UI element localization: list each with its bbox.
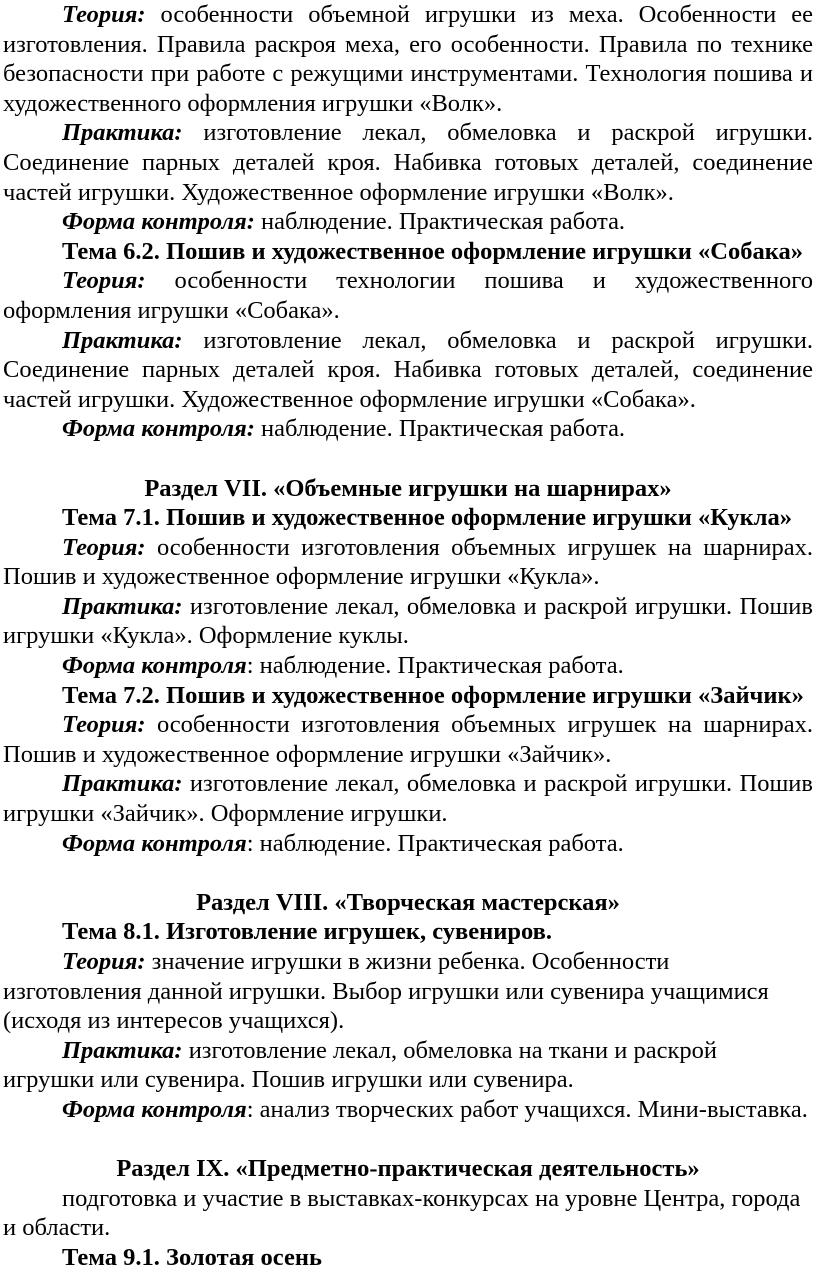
topic-heading: Тема 6.2. Пошив и художественное оформление игрушки «Собака» xyxy=(62,237,803,265)
paragraph-text: особенности изготовления объемных игрушек на шарнирах. Пошив и художественное оформление игрушки «Кукла». xyxy=(3,533,813,591)
paragraph-label: Форма контроля xyxy=(62,829,247,857)
paragraph-label: Теория: xyxy=(62,533,146,561)
paragraph-label: Практика: xyxy=(62,119,183,147)
paragraph-text: : наблюдение. Практическая работа. xyxy=(246,829,624,857)
topic-heading: Тема 9.1. Золотая осень xyxy=(62,1243,322,1271)
paragraph-label: Практика: xyxy=(62,770,183,798)
paragraph-text: изготовление лекал, обмеловка и раскрой игрушки. Пошив игрушки «Зайчик». Оформление игрушки. xyxy=(3,770,813,828)
paragraph-text: изготовление лекал, обмеловка и раскрой игрушки. Соединение парных деталей кроя. Набивка готовых деталей, соединение частей игрушки. Художественное оформление игрушки «Собака». xyxy=(3,326,813,413)
paragraph-label: Практика: xyxy=(62,326,183,354)
paragraph xyxy=(3,0,813,118)
paragraph xyxy=(3,118,813,207)
paragraph-label: Теория: xyxy=(62,1,146,28)
topic-heading: Тема 7.1. Пошив и художественное оформление игрушки «Кукла» xyxy=(62,504,793,532)
section-heading: Раздел VII. «Объемные игрушки на шарнирах» xyxy=(144,474,672,502)
paragraph-text: наблюдение. Практическая работа. xyxy=(254,415,626,443)
paragraph-label: Практика: xyxy=(62,1036,183,1064)
paragraph-label: Форма контроля xyxy=(62,652,247,680)
paragraph xyxy=(3,326,813,415)
paragraph xyxy=(3,651,813,681)
paragraph-text: изготовление лекал, обмеловка и раскрой игрушки. Соединение парных деталей кроя. Набивка готовых деталей, соединение частей игрушки. Художественное оформление игрушки «Волк». xyxy=(3,119,813,206)
paragraph xyxy=(3,1095,813,1125)
paragraph xyxy=(3,947,813,1036)
paragraph-text: особенности объемной игрушки из меха. Особенности ее изготовления. Правила раскроя меха, его особенности. Правила по технике безопасности при работе с режущими инструментами. Технология пошива и художественного оформления игрушки «Волк». xyxy=(3,1,813,117)
paragraph xyxy=(3,207,813,237)
document-page xyxy=(3,0,813,1273)
paragraph xyxy=(3,1184,813,1243)
paragraph xyxy=(3,710,813,769)
paragraph-text: наблюдение. Практическая работа. xyxy=(254,208,626,236)
paragraph-label: Практика: xyxy=(62,592,183,620)
paragraph-label: Форма контроля: xyxy=(62,415,255,443)
topic-heading: Тема 7.2. Пошив и художественное оформление игрушки «Зайчик» xyxy=(62,681,804,709)
section-heading: Раздел VIII. «Творческая мастерская» xyxy=(196,888,620,916)
paragraph-text: : наблюдение. Практическая работа. xyxy=(246,652,624,680)
paragraph-text: значение игрушки в жизни ребенка. Особенности изготовления данной игрушки. Выбор игрушки или сувенира учащимися (исходя из интересов учащихся). xyxy=(3,948,769,1035)
paragraph-label: Форма контроля xyxy=(62,1095,247,1123)
paragraph xyxy=(3,829,813,859)
paragraph xyxy=(3,592,813,651)
paragraph-label: Теория: xyxy=(62,711,146,739)
paragraph-text: : анализ творческих работ учащихся. Мини-выставка. xyxy=(246,1095,808,1123)
paragraph-label: Теория: xyxy=(62,948,146,975)
topic-heading: Тема 8.1. Изготовление игрушек, сувениров. xyxy=(62,918,552,946)
paragraph-text: подготовка и участие в выставках-конкурсах на уровне Центра, города и области. xyxy=(3,1184,801,1242)
paragraph-label: Теория: xyxy=(62,267,146,295)
paragraph-text: особенности изготовления объемных игрушек на шарнирах. Пошив и художественное оформление игрушки «Зайчик». xyxy=(3,711,813,768)
paragraph-label: Форма контроля: xyxy=(62,208,255,236)
paragraph xyxy=(3,414,813,444)
section-heading: Раздел IX. «Предметно-практическая деятельность» xyxy=(116,1155,700,1183)
paragraph xyxy=(3,1036,813,1095)
paragraph-text: особенности технологии пошива и художественного оформления игрушки «Собака». xyxy=(3,267,813,324)
paragraph xyxy=(3,769,813,828)
paragraph-text: изготовление лекал, обмеловка и раскрой игрушки. Пошив игрушки «Кукла». Оформление куклы. xyxy=(3,592,813,650)
paragraph-text: изготовление лекал, обмеловка на ткани и раскрой игрушки или сувенира. Пошив игрушки или сувенира. xyxy=(3,1036,717,1094)
paragraph xyxy=(3,533,813,592)
paragraph xyxy=(3,266,813,325)
